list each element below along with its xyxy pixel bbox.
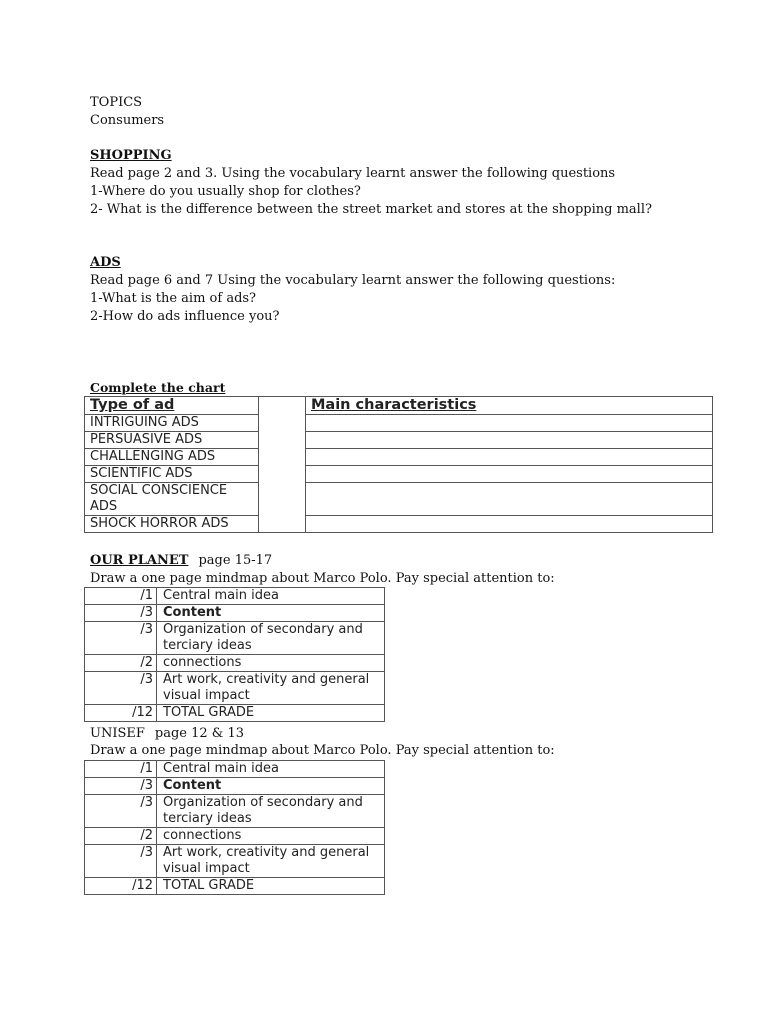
characteristics-cell[interactable] <box>306 466 713 483</box>
table-row <box>85 605 385 622</box>
table-row <box>85 432 713 449</box>
characteristics-cell[interactable] <box>306 415 713 432</box>
ad-type-cell: PERSUASIVE ADS <box>85 432 259 449</box>
topics-label: TOPICS <box>90 95 143 110</box>
points-cell: /3 <box>85 672 157 705</box>
criterion-cell: TOTAL GRADE <box>157 878 385 895</box>
our-planet-instruction: Draw a one page mindmap about Marco Polo. Pay special attention to: <box>90 571 555 586</box>
criterion-cell: Content <box>157 605 385 622</box>
ad-type-cell: INTRIGUING ADS <box>85 415 259 432</box>
our-planet-title-line <box>90 552 272 570</box>
criterion-cell: TOTAL GRADE <box>157 705 385 722</box>
table-row <box>85 878 385 895</box>
characteristics-cell[interactable] <box>306 483 713 516</box>
criterion-cell: Organization of secondary and terciary ideas <box>157 622 385 655</box>
characteristics-cell[interactable] <box>306 449 713 466</box>
ads-question-2: 2-How do ads influence you? <box>90 309 280 324</box>
points-cell: /3 <box>85 845 157 878</box>
unisef-instruction: Draw a one page mindmap about Marco Polo. Pay special attention to: <box>90 743 555 758</box>
table-row <box>85 516 713 533</box>
points-cell: /2 <box>85 655 157 672</box>
shopping-instruction: Read page 2 and 3. Using the vocabulary learnt answer the following questions <box>90 166 616 181</box>
criterion-cell: connections <box>157 828 385 845</box>
points-cell: /12 <box>85 705 157 722</box>
ad-type-cell: SCIENTIFIC ADS <box>85 466 259 483</box>
characteristics-cell[interactable] <box>306 432 713 449</box>
our-planet-rubric-table <box>84 587 385 722</box>
criterion-cell: connections <box>157 655 385 672</box>
table-row <box>85 622 385 655</box>
type-of-ad-header: Type of ad <box>85 397 259 415</box>
points-cell: /1 <box>85 588 157 605</box>
table-row <box>85 795 385 828</box>
points-cell: /3 <box>85 778 157 795</box>
table-row <box>85 655 385 672</box>
table-row <box>85 672 385 705</box>
unisef-heading: UNISEF <box>90 726 145 741</box>
points-cell: /1 <box>85 761 157 778</box>
table-row <box>85 761 385 778</box>
points-cell: /2 <box>85 828 157 845</box>
table-row <box>85 415 713 432</box>
table-row <box>85 466 713 483</box>
criterion-cell: Central main idea <box>157 761 385 778</box>
shopping-heading: SHOPPING <box>90 148 172 163</box>
criterion-cell: Content <box>157 778 385 795</box>
points-cell: /3 <box>85 622 157 655</box>
ads-question-1: 1-What is the aim of ads? <box>90 291 257 306</box>
ads-instruction: Read page 6 and 7 Using the vocabulary learnt answer the following questions: <box>90 273 616 288</box>
ad-type-cell: CHALLENGING ADS <box>85 449 259 466</box>
chart-header-row <box>85 397 713 415</box>
points-cell: /3 <box>85 795 157 828</box>
table-row <box>85 705 385 722</box>
points-cell: /12 <box>85 878 157 895</box>
table-row <box>85 449 713 466</box>
table-row <box>85 828 385 845</box>
ads-heading: ADS <box>90 255 121 270</box>
criterion-cell: Organization of secondary and terciary ideas <box>157 795 385 828</box>
ad-types-chart-table <box>84 396 713 533</box>
consumers-label: Consumers <box>90 113 165 128</box>
characteristics-cell[interactable] <box>306 516 713 533</box>
criterion-cell: Art work, creativity and general visual impact <box>157 672 385 705</box>
our-planet-heading: OUR PLANET <box>90 553 189 568</box>
shopping-question-1: 1-Where do you usually shop for clothes? <box>90 184 361 199</box>
table-row <box>85 845 385 878</box>
table-row <box>85 588 385 605</box>
our-planet-page-ref: page 15-17 <box>198 553 273 568</box>
unisef-rubric-table <box>84 760 385 895</box>
chart-heading: Complete the chart <box>90 380 226 395</box>
ad-type-cell: SOCIAL CONSCIENCE ADS <box>85 483 259 516</box>
points-cell: /3 <box>85 605 157 622</box>
main-characteristics-header: Main characteristics <box>306 397 713 415</box>
unisef-title-line <box>90 725 244 743</box>
shopping-question-2: 2- What is the difference between the street market and stores at the shopping mall? <box>90 202 652 217</box>
table-row <box>85 778 385 795</box>
criterion-cell: Central main idea <box>157 588 385 605</box>
chart-blank-column <box>259 397 306 533</box>
table-row <box>85 483 713 516</box>
unisef-page-ref: page 12 & 13 <box>154 726 245 741</box>
ad-type-cell: SHOCK HORROR ADS <box>85 516 259 533</box>
criterion-cell: Art work, creativity and general visual impact <box>157 845 385 878</box>
